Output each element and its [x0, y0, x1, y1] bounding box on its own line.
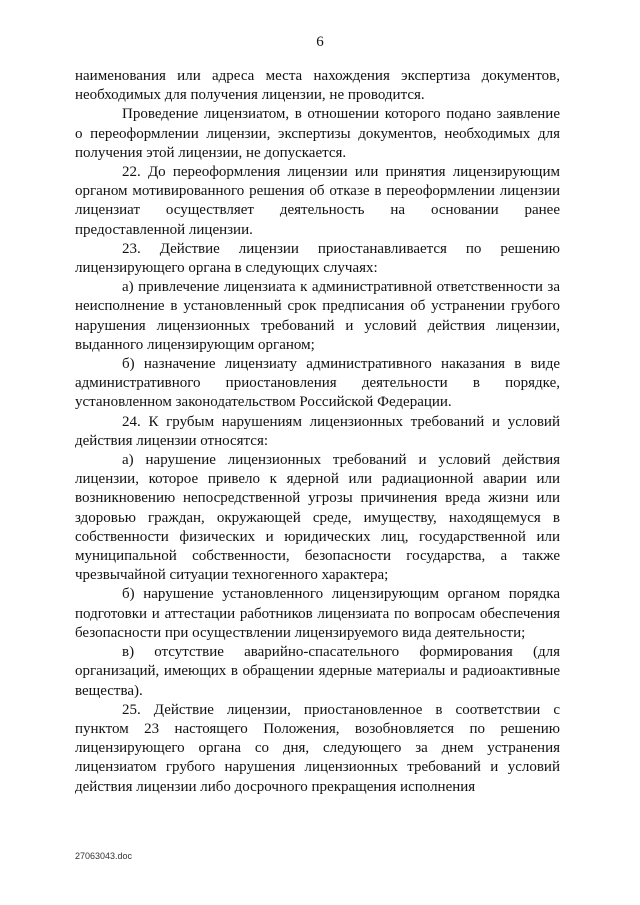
- paragraph: Проведение лицензиатом, в отношении которого подано заявление о переоформлении лицензии, экспертизы документов, необходимых для получения этой лицензии, не допускается.: [75, 106, 560, 161]
- paragraph-clause-25: 25. Действие лицензии, приостановленное в соответствии с пунктом 23 настоящего Положения, возобновляется по решению лицензирующего органа со дня, следующего за днем устранения лицензиатом грубого нарушения лицензионных требований и условий действия лицензии либо досрочного прекращения исполнения: [75, 701, 560, 795]
- paragraph-clause-24-v: в) отсутствие аварийно-спасательного формирования (для организаций, имеющих в обращении ядерные материалы и радиоактивные вещества).: [75, 644, 560, 699]
- paragraph-continuation: наименования или адреса места нахождения экспертиза документов, необходимых для получения лицензии, не проводится.: [75, 68, 560, 104]
- paragraph-clause-24-b: б) нарушение установленного лицензирующим органом порядка подготовки и аттестации работников лицензиата по вопросам обеспечения безопасности при осуществлении лицензируемого вида деятельности;: [75, 586, 560, 641]
- paragraph-clause-23: 23. Действие лицензии приостанавливается по решению лицензирующего органа в следующих случаях:: [75, 240, 560, 277]
- paragraph-clause-22: 22. До переоформления лицензии или принятия лицензирующим органом мотивированного решения об отказе в переоформлении лицензии лицензиат осуществляет деятельность на основании ранее предоставленной лицензии.: [75, 164, 560, 238]
- paragraph-clause-24-a: а) нарушение лицензионных требований и условий действия лицензии, которое привело к ядерной или радиационной аварии или возникновению непосредственной угрозы причинения вреда жизни или здоровью граждан, окружающей среде, имуществу, находящемуся в собственности физических и юридических лиц, государственной или муниципальной собственности, безопасности государства, а также чрезвычайной ситуации техногенного характера;: [75, 452, 560, 584]
- paragraph-clause-23-a: а) привлечение лицензиата к административной ответственности за неисполнение в установленный срок предписания об устранении грубого нарушения лицензионных требований и условий действия лицензии, выданного лицензирующим органом;: [75, 279, 560, 353]
- paragraph-clause-24: 24. К грубым нарушениям лицензионных требований и условий действия лицензии относятся:: [75, 413, 560, 449]
- footer-filename: 27063043.doc: [75, 851, 133, 861]
- document-body: [75, 67, 560, 797]
- paragraph-clause-23-b: б) назначение лицензиату административного наказания в виде административного приостановления деятельности в порядке, установленном законодательством Российской Федерации.: [75, 356, 560, 411]
- page-number: 6: [316, 34, 324, 50]
